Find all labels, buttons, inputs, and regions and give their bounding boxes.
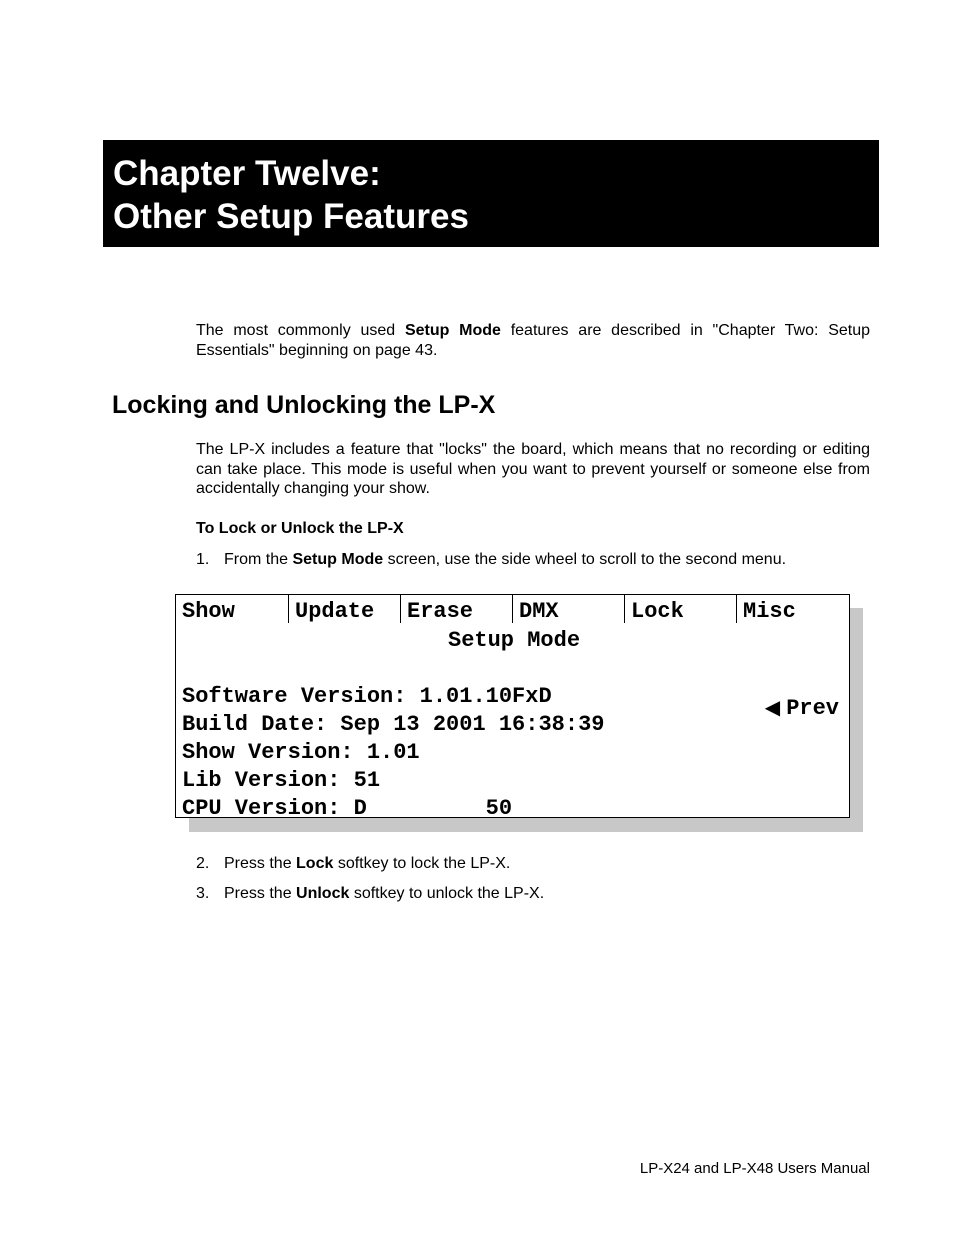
lcd-build-date: Build Date: Sep 13 2001 16:38:39 xyxy=(182,712,605,737)
step-1 xyxy=(196,550,786,570)
lcd-software-version: Software Version: 1.01.10FxD xyxy=(182,684,552,709)
section-body: The LP-X includes a feature that "locks" the board, which means that no recording or editing can take place. This mode is useful when you want to prevent yourself or someone else from accidentally changing your show. xyxy=(196,441,870,497)
step-text-bold: Lock xyxy=(296,855,334,872)
intro-text-bold: Setup Mode xyxy=(404,322,501,339)
step-text-pre: From the xyxy=(224,551,293,568)
prev-label: Prev xyxy=(786,696,839,721)
step-number: 2. xyxy=(196,855,210,872)
chapter-title-line1: Chapter Twelve: xyxy=(113,154,381,193)
step-3 xyxy=(196,884,544,904)
step-text-bold: Setup Mode xyxy=(292,551,384,568)
step-text-pre: Press the xyxy=(224,855,297,872)
procedure-heading: To Lock or Unlock the LP-X xyxy=(196,520,404,537)
intro-paragraph xyxy=(196,321,870,360)
step-number: 3. xyxy=(196,885,210,902)
softkey-erase[interactable]: Erase xyxy=(400,595,512,623)
intro-text-pre: The most commonly used xyxy=(196,322,405,339)
lcd-title: Setup Mode xyxy=(448,628,581,653)
page-footer: LP-X24 and LP-X48 Users Manual xyxy=(639,1160,870,1177)
step-text-post: screen, use the side wheel to scroll to the second menu. xyxy=(383,551,787,568)
softkey-lock[interactable]: Lock xyxy=(624,595,736,623)
lcd-screen xyxy=(175,594,850,821)
left-triangle-icon: ◀ xyxy=(764,695,781,719)
lcd-lib-version: Lib Version: 51 xyxy=(182,768,381,793)
chapter-title-line2: Other Setup Features xyxy=(113,197,469,236)
lcd-show-version: Show Version: 1.01 xyxy=(182,740,420,765)
softkey-dmx[interactable]: DMX xyxy=(512,595,624,623)
softkey-update[interactable]: Update xyxy=(288,595,400,623)
step-text-bold: Unlock xyxy=(296,885,350,902)
step-text-post: softkey to lock the LP-X. xyxy=(333,855,511,872)
softkey-row xyxy=(176,595,849,623)
lcd-cpu-version: CPU Version: D 50 xyxy=(182,796,513,821)
step-2 xyxy=(196,854,510,874)
intro-text-post: features are described in "Chapter Two: Setup Essentials" beginning on page 43. xyxy=(196,322,871,359)
section-title: Locking and Unlocking the LP-X xyxy=(112,391,496,419)
step-number: 1. xyxy=(196,551,210,568)
chapter-banner xyxy=(103,140,879,247)
prev-softkey[interactable] xyxy=(765,693,839,723)
softkey-misc[interactable]: Misc xyxy=(736,595,848,623)
softkey-show[interactable]: Show xyxy=(182,599,235,624)
step-text-post: softkey to unlock the LP-X. xyxy=(349,885,545,902)
step-text-pre: Press the xyxy=(224,885,297,902)
